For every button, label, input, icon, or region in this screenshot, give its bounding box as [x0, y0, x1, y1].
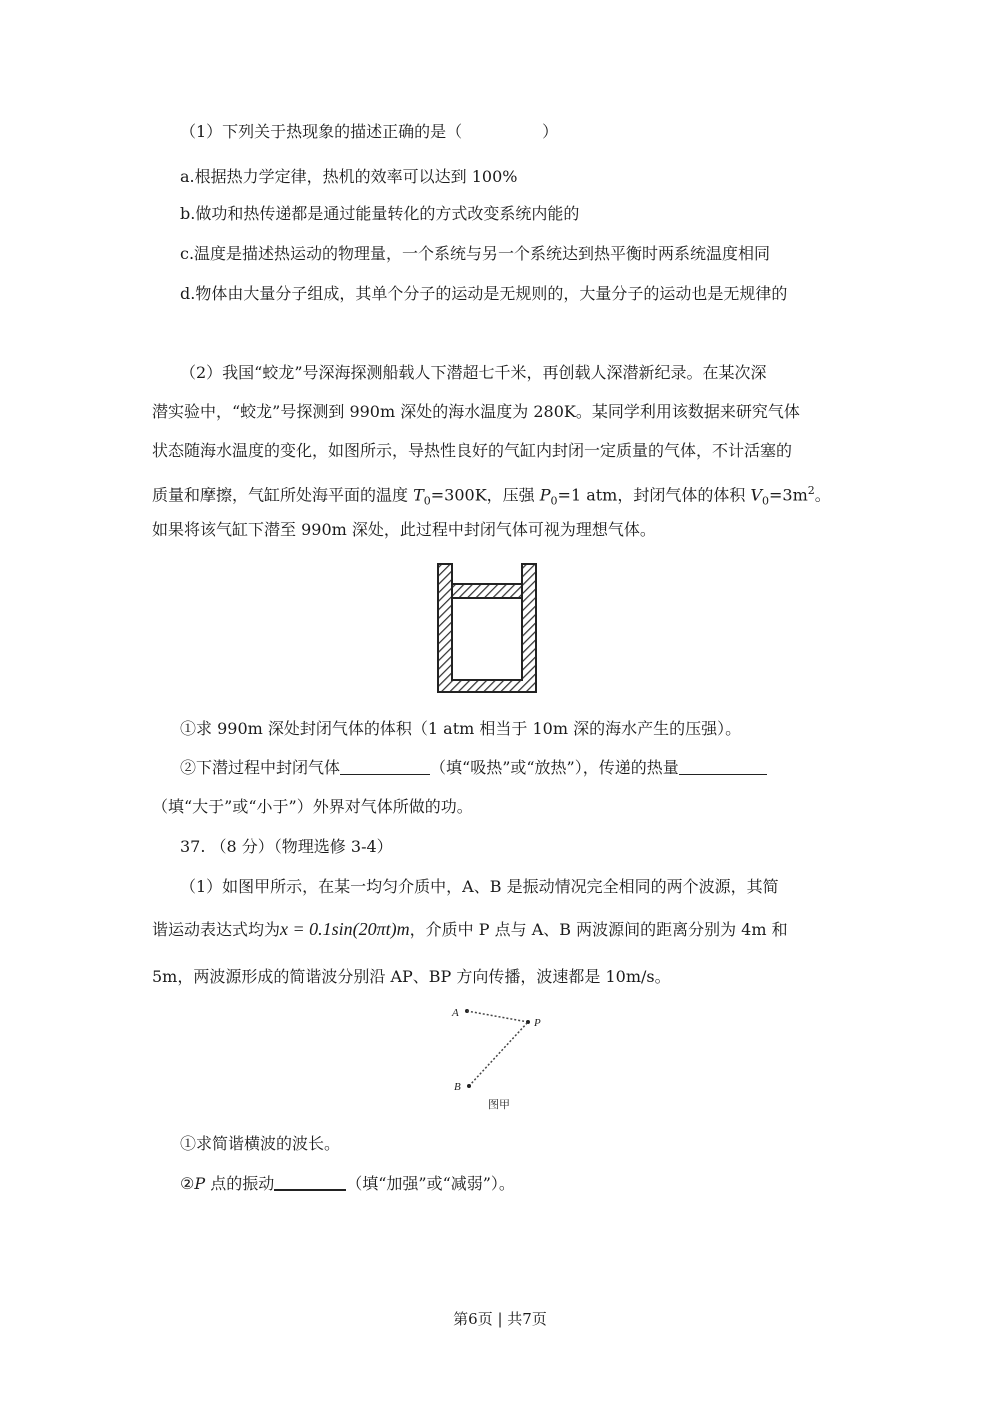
q1-option-d: d.物体由大量分子组成，其单个分子的运动是无规则的，大量分子的运动也是无规律的 [180, 284, 788, 303]
q37-subquestion-1: ①求简谐横波的波长。 [180, 1134, 341, 1153]
line-BP [469, 1022, 528, 1086]
q37-paragraph-line3: 5m，两波源形成的简谐波分别沿 AP、BP 方向传播，波速都是 10m/s。 [152, 967, 671, 986]
q2-paragraph-line2: 潜实验中，“蛟龙”号探测到 990m 深处的海水温度为 280K。某同学利用该数据来研究气体 [152, 402, 800, 421]
piston [452, 584, 522, 598]
q2-subquestion-1: ①求 990m 深处封闭气体的体积（1 atm 相当于 10m 深的海水产生的压强）。 [180, 719, 742, 738]
cylinder-figure [430, 558, 550, 698]
q2-paragraph-line4: 质量和摩擦，气缸所处海平面的温度 $T_0=300K$，压强 $P_0=1$ atm，封闭气体的体积 $V_0=3m^2$。 [152, 484, 831, 508]
q2-subquestion-2: ②下潜过程中封闭气体 （填“吸热”或“放热”），传递的热量 [180, 757, 767, 779]
q37-subquestion-2: ②P 点的振动 （填“加强”或“减弱”）。 [180, 1174, 515, 1193]
answer-blank-vibration[interactable] [274, 1173, 346, 1191]
q1-option-c: c.温度是描述热运动的物理量，一个系统与另一个系统达到热平衡时两系统温度相同 [180, 244, 771, 263]
label-P: P [534, 1017, 541, 1029]
q1-option-a: a.根据热力学定律，热机的效率可以达到 100% [180, 167, 518, 186]
wave-formula: x = 0.1sin(20πt)m [280, 919, 410, 939]
page-footer: 第6页 | 共7页 [453, 1310, 547, 1328]
q2-paragraph-line1: （2）我国“蛟龙”号深海探测船载人下潜超七千米，再创载人深潜新纪录。在某次深 [180, 363, 767, 382]
answer-blank-heat[interactable] [340, 758, 430, 775]
source-B-point [467, 1084, 471, 1088]
wave-sources-figure [448, 1000, 558, 1115]
q2-paragraph-line3: 状态随海水温度的变化，如图所示，导热性良好的气缸内封闭一定质量的气体，不计活塞的 [152, 441, 793, 460]
q1-stem: （1）下列关于热现象的描述正确的是（ ） [180, 122, 559, 141]
answer-blank-compare[interactable] [679, 758, 767, 775]
q37-paragraph-line1: （1）如图甲所示，在某一均匀介质中，A、B 是振动情况完全相同的两个波源，其简 [180, 877, 779, 896]
q37-header: 37. （8 分）（物理选修 3-4） [180, 837, 393, 856]
q2-subquestion-2-continued: （填“大于”或“小于”）外界对气体所做的功。 [152, 797, 473, 816]
q37-paragraph-line2: 谐运动表达式均为x = 0.1sin(20πt)m，介质中 P 点与 A、B 两波源间的距离分别为 4m 和 [152, 919, 788, 939]
label-B: B [454, 1081, 461, 1093]
line-AP [467, 1011, 528, 1022]
figure-caption: 图甲 [488, 1098, 510, 1111]
label-A: A [452, 1007, 459, 1019]
q1-option-b: b.做功和热传递都是通过能量转化的方式改变系统内能的 [180, 204, 580, 223]
q2-paragraph-line5: 如果将该气缸下潜至 990m 深处，此过程中封闭气体可视为理想气体。 [152, 520, 656, 539]
